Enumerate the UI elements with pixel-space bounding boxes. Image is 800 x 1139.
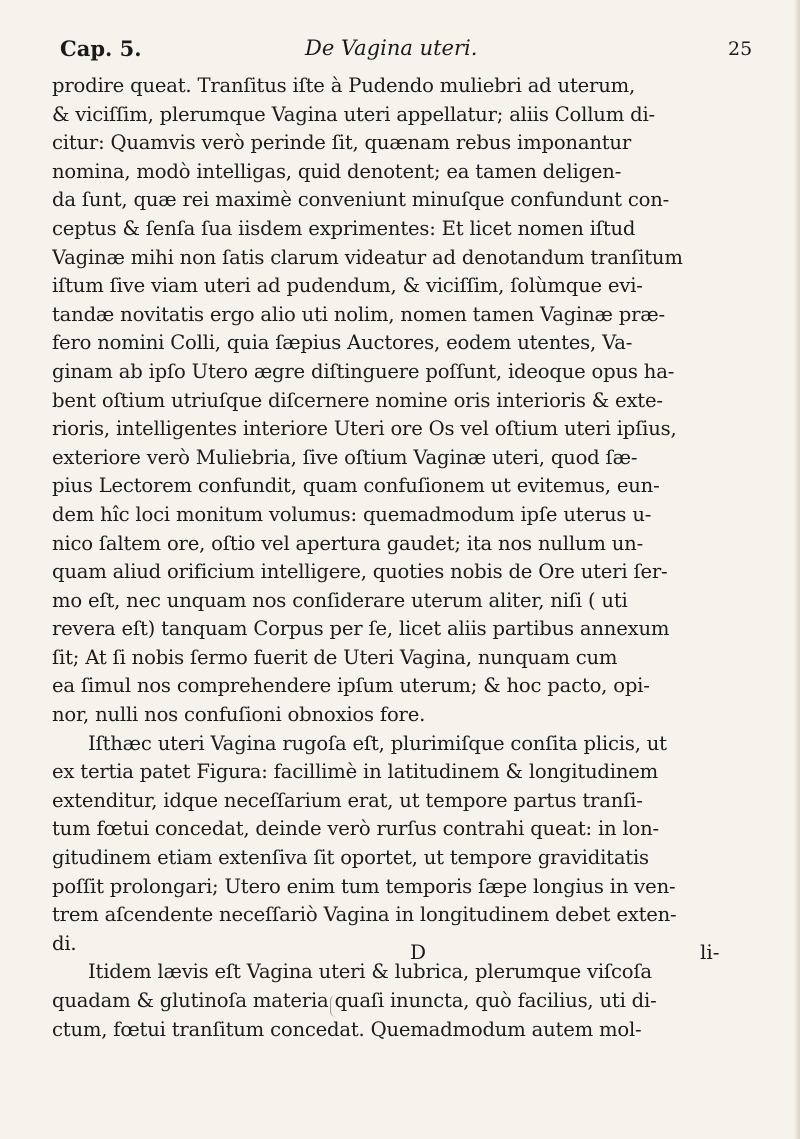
text-line: trem aſcendente neceſſariò Vagina in longitudinem debet exten-: [52, 903, 677, 927]
main-text: [52, 72, 752, 1044]
page-number: 25: [728, 38, 753, 60]
text-line: prodire queat. Tranſitus iſte à Pudendo muliebri ad uterum,: [52, 74, 636, 97]
text-line: citur: Quamvis verò perinde ſit, quænam rebus imponantur: [52, 131, 632, 155]
text-line: dem hîc loci monitum volumus: quemadmodum ipſe uterus u-: [52, 502, 652, 526]
text-line: nor, nulli nos confuſioni obnoxios fore.: [52, 703, 426, 727]
text-line: rioris, intelligentes interiore Uteri ore Os vel oſtium uteri ipſius,: [52, 417, 677, 441]
text-line: da ſunt, quæ rei maximè conveniunt minuſque confundunt con-: [52, 188, 670, 212]
text-line: di.: [52, 931, 77, 955]
paper-mark: [330, 995, 339, 1017]
text-line: extenditur, idque neceſſarium erat, ut tempore partus tranſi-: [52, 788, 643, 812]
catchword: li-: [700, 940, 720, 964]
text-line: quadam & glutinoſa materia quaſi inuncta, quò facilius, uti di-: [52, 989, 657, 1012]
signature-mark: D: [410, 940, 427, 964]
running-header: [0, 36, 800, 70]
chapter-label: Cap. 5.: [60, 36, 142, 61]
text-line: ex tertia patet Figura: facillimè in latitudinem & longitudinem: [52, 760, 659, 784]
text-line: tum fœtui concedat, deinde verò rurſus contrahi queat: in lon-: [52, 817, 659, 841]
page-edge-shadow: [794, 0, 800, 1139]
running-title: De Vagina uteri.: [305, 36, 478, 60]
text-line: nomina, modò intelligas, quid denotent; ea tamen deligen-: [52, 159, 622, 183]
text-line: ginam ab ipſo Utero ægre diſtinguere poſſunt, ideoque opus ha-: [52, 359, 675, 383]
text-line: fero nomini Colli, quia ſæpius Auctores, eodem utentes, Va-: [52, 331, 633, 355]
paragraph-start-line: Itidem lævis eſt Vagina uteri & lubrica, plerumque viſcoſa: [88, 960, 652, 984]
text-line: mo eſt, nec unquam nos conſiderare uterum aliter, niſi ( uti: [52, 588, 628, 612]
text-line: tandæ novitatis ergo alio uti nolim, nomen tamen Vaginæ præ-: [52, 302, 665, 326]
text-line: & viciſſim, plerumque Vagina uteri appellatur; aliis Collum di-: [52, 102, 655, 126]
text-line: Vaginæ mihi non ſatis clarum videatur ad denotandum tranſitum: [52, 245, 683, 269]
text-line: gitudinem etiam extenſiva ſit oportet, ut tempore graviditatis: [52, 846, 649, 870]
text-line: ctum, fœtui tranſitum concedat. Quemadmodum autem mol-: [52, 1017, 642, 1041]
page-footer: [0, 940, 800, 970]
text-line: iſtum ſive viam uteri ad pudendum, & viciſſim, ſolùmque evi-: [52, 274, 643, 298]
text-line: bent oſtium utriuſque diſcernere nomine oris interioris & exte-: [52, 388, 663, 412]
text-line: revera eſt) tanquam Corpus per ſe, licet aliis partibus annexum: [52, 617, 670, 641]
text-line: pius Lectorem confundit, quam confuſionem ut evitemus, eun-: [52, 474, 660, 498]
text-line: ea ſimul nos comprehendere ipſum uterum; & hoc pacto, opi-: [52, 674, 650, 698]
text-line: exteriore verò Muliebria, ſive oſtium Vaginæ uteri, quod ſæ-: [52, 445, 638, 469]
text-line: quam aliud orificium intelligere, quoties nobis de Ore uteri ſer-: [52, 560, 668, 584]
text-line: poſſit prolongari; Utero enim tum temporis ſæpe longius in ven-: [52, 874, 676, 898]
text-line: ſit; At ſi nobis ſermo fuerit de Uteri Vagina, nunquam cum: [52, 645, 618, 669]
text-line: ceptus & ſenſa ſua iisdem exprimentes: Et licet nomen iſtud: [52, 216, 636, 240]
text-line: nico ſaltem ore, oſtio vel apertura gaudet; ita nos nullum un-: [52, 531, 643, 555]
paragraph-start-line: Iſthæc uteri Vagina rugoſa eſt, plurimiſque conſita plicis, ut: [88, 731, 667, 755]
